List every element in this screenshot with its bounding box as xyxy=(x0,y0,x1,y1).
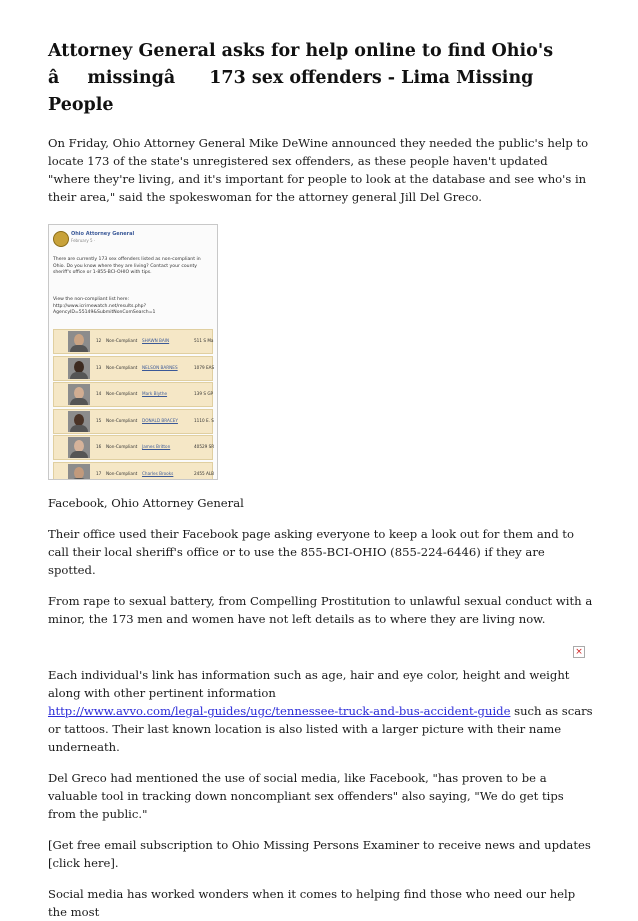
offender-address: 40529 SR xyxy=(194,444,215,449)
offender-table xyxy=(53,329,213,480)
offender-number: 13 xyxy=(96,364,102,370)
offender-number: 12 xyxy=(96,338,102,343)
paragraph-subscription: [Get free email subscription to Ohio Missing Persons Examiner to receive news and updates [click here]. xyxy=(48,838,591,870)
info-tail: such as scars or tattoos. Their last known location is also listed with a larger picture with their name underneath. xyxy=(48,704,593,754)
mugshot-shoulders xyxy=(70,372,88,379)
mugshot-photo xyxy=(68,464,90,481)
broken-image-icon: × xyxy=(573,646,585,658)
paragraph-individual-info xyxy=(48,666,593,756)
avvo-link[interactable]: http://www.avvo.com/legal-guides/ugc/tennessee-truck-and-bus-accident-guide xyxy=(48,704,511,718)
post-header xyxy=(53,231,213,247)
mugshot-shoulders xyxy=(70,425,88,432)
offender-address: 511 S Ma xyxy=(194,338,214,343)
offender-address: 139 S GP xyxy=(194,391,214,396)
offender-name-link[interactable]: SHAWN BAIN xyxy=(142,338,170,343)
title-line-2: âmissingâ 173 sex offenders - Lima Missing People xyxy=(48,68,534,115)
offender-number: 17 xyxy=(96,470,102,476)
offender-name-link[interactable]: Mark Blythe xyxy=(142,391,168,396)
facebook-post-screenshot xyxy=(48,224,218,480)
article xyxy=(48,38,593,921)
post-link-text: View the non-compliant list here: http://www.icrimewatch.net/results.php?AgencyID=55149&SubmitNonComSearch=1 xyxy=(53,297,156,315)
offender-status: Non-Compliant xyxy=(106,338,138,343)
mugshot-photo xyxy=(68,411,90,432)
article-title xyxy=(48,38,593,119)
paragraph-del-greco: Del Greco had mentioned the use of social media, like Facebook, "has proven to be a valuable tool in tracking down noncompliant sex offenders" also saying, "We do get tips from the public." xyxy=(48,771,564,821)
offender-status: Non-Compliant xyxy=(106,444,138,449)
info-text: Each individual's link has information such as age, hair and eye color, height and weight along with other pertinent information xyxy=(48,668,570,700)
paragraph-social-media: Social media has worked wonders when it comes to helping find those who need our help the most xyxy=(48,887,576,919)
offender-name-link[interactable]: James Britton xyxy=(142,444,171,449)
offender-row xyxy=(53,435,213,460)
mugshot-shoulders xyxy=(70,398,88,405)
intro-paragraph: On Friday, Ohio Attorney General Mike DeWine announced they needed the public's help to locate 173 of the state's unregistered sex offenders, as these people haven't updated "where they're living, and it's important for people to look at the database and see who's in their area," said the spokeswoman for the attorney general Jill Del Greco. xyxy=(48,136,589,204)
post-date: February 5 · xyxy=(71,238,96,243)
offender-row xyxy=(53,329,213,354)
mugshot-photo xyxy=(68,384,90,405)
offender-number: 16 xyxy=(96,444,102,449)
paragraph-facebook-page: Their office used their Facebook page asking everyone to keep a look out for them and to call their local sheriff's office or to use the 855-BCI-OHIO (855-224-6446) if they are spotted. xyxy=(48,527,574,577)
offender-address: 1079 EAS xyxy=(194,364,215,370)
offender-name-link[interactable]: NELSON BARNES xyxy=(142,364,178,370)
mugshot-head xyxy=(74,361,84,373)
mugshot-head xyxy=(74,467,84,479)
offender-status: Non-Compliant xyxy=(106,364,138,370)
mugshot-shoulders xyxy=(70,451,88,458)
offender-name-link[interactable]: Charles Brooks xyxy=(142,470,174,476)
offender-number: 15 xyxy=(96,417,102,423)
post-page-name: Ohio Attorney General xyxy=(71,231,135,237)
offender-row xyxy=(53,462,213,481)
mugshot-shoulders xyxy=(70,478,88,481)
offender-row xyxy=(53,382,213,407)
paragraph-offenses: From rape to sexual battery, from Compelling Prostitution to unlawful sexual conduct with a minor, the 173 men and women have not left details as to where they are living now. xyxy=(48,594,593,626)
mugshot-photo xyxy=(68,358,90,379)
mugshot-shoulders xyxy=(70,345,88,352)
offender-row xyxy=(53,409,213,434)
offender-status: Non-Compliant xyxy=(106,470,138,476)
mugshot-head xyxy=(74,414,84,426)
offender-number: 14 xyxy=(96,391,102,396)
offender-address: 1110 E. S xyxy=(194,417,214,423)
ohio-seal-icon xyxy=(53,231,69,247)
post-text: There are currently 173 sex offenders listed as non-compliant in Ohio. Do you know where they are living? Contact your county sheriff's office or 1-855-BCI-OHIO with tips. xyxy=(53,257,201,275)
broken-image-placeholder xyxy=(48,644,593,666)
offender-address: 2455 ALB xyxy=(194,470,215,476)
figure-caption: Facebook, Ohio Attorney General xyxy=(48,496,244,510)
offender-name-link[interactable]: DONALD BRACEY xyxy=(142,417,178,423)
offender-row xyxy=(53,356,213,381)
mugshot-photo xyxy=(68,331,90,352)
offender-status: Non-Compliant xyxy=(106,417,138,423)
offender-status: Non-Compliant xyxy=(106,391,138,396)
title-line-1: Attorney General asks for help online to find Ohio's xyxy=(48,41,554,61)
mugshot-photo xyxy=(68,437,90,458)
